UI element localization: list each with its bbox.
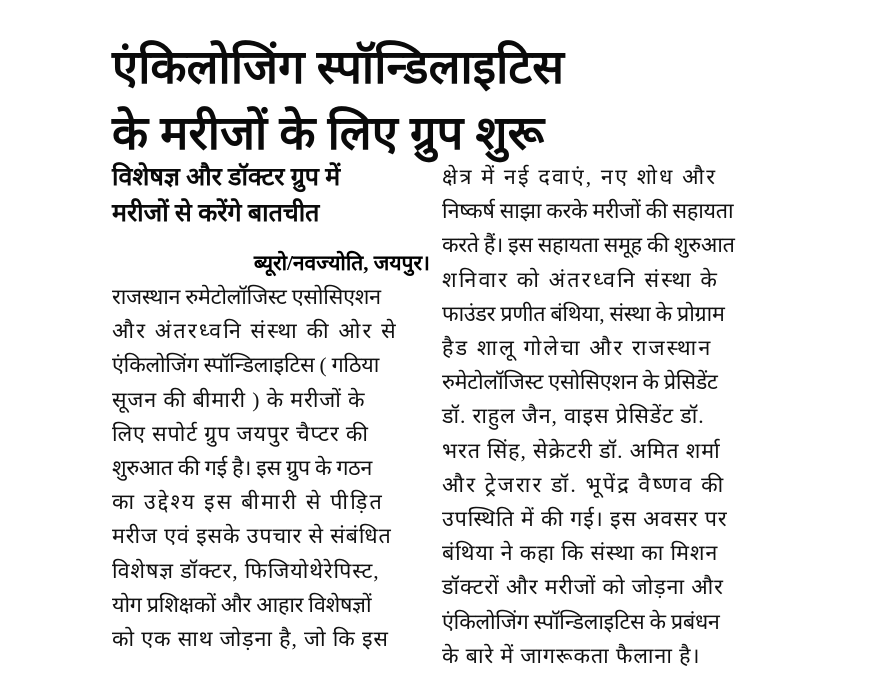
body-line: और अंतरध्वनि संस्था की ओर से xyxy=(112,319,398,344)
body-line: और ट्रेजरार डॉ. भूपेंद्र वैष्णव की xyxy=(442,472,726,497)
body-line: को एक साथ जोड़ना है, जो कि इस xyxy=(112,627,389,652)
body-line: एंकिलोजिंग स्पॉन्डिलाइटिस ( गठिया xyxy=(112,353,380,378)
body-line: मरीज एवं इसके उपचार से संबंधित xyxy=(112,524,392,549)
body-line: का उद्देश्य इस बीमारी से पीड़ित xyxy=(112,490,384,515)
body-line: हैड शालू गोलेचा और राजस्थान xyxy=(442,336,713,361)
body-line: शनिवार को अंतरध्वनि संस्था के xyxy=(442,267,720,292)
headline-line-2: के मरीजों के लिए ग्रुप शुरू xyxy=(112,108,545,161)
body-line: एंकिलोजिंग स्पॉन्डिलाइटिस के प्रबंधन xyxy=(442,609,720,634)
body-line: भरत सिंह, सेक्रेटरी डॉ. अमित शर्मा xyxy=(442,438,721,463)
body-line: उपस्थिति में की गई। इस अवसर पर xyxy=(442,507,728,532)
body-line: रुमेटोलॉजिस्ट एसोसिएशन के प्रेसिडेंट xyxy=(442,370,718,395)
column-right xyxy=(442,160,760,673)
column-left xyxy=(112,160,430,656)
subhead-line-2: मरीजों से करेंगे बातचीत xyxy=(112,200,320,227)
body-line: क्षेत्र में नई दवाएं, नए शोध और xyxy=(442,165,718,189)
body-text-left xyxy=(112,280,430,656)
body-line: राजस्थान रुमेटोलॉजिस्ट एसोसिएशन xyxy=(112,285,381,309)
subhead-line-1: विशेषज्ञ और डॉक्टर ग्रुप में xyxy=(112,164,341,191)
body-line: विशेषज्ञ डॉक्टर, फिजियोथेरेपिस्ट, xyxy=(112,558,380,583)
body-text-right xyxy=(442,160,760,673)
subhead xyxy=(112,160,430,232)
body-line: फाउंडर प्रणीत बंथिया, संस्था के प्रोग्राम xyxy=(442,301,725,326)
body-line: सूजन की बीमारी ) के मरीजों के xyxy=(112,387,366,412)
body-line: डॉक्टरों और मरीजों को जोड़ना और xyxy=(442,575,724,600)
body-line: शुरुआत की गई है। इस ग्रुप के गठन xyxy=(112,456,373,481)
body-line: डॉ. राहुल जैन, वाइस प्रेसिडेंट डॉ. xyxy=(442,404,705,429)
body-line: करते हैं। इस सहायता समूह की शुरुआत xyxy=(442,233,735,258)
body-line: लिए सपोर्ट ग्रुप जयपुर चैप्टर की xyxy=(112,421,369,446)
byline: ब्यूरो/नवज्योति, जयपुर। xyxy=(253,251,430,275)
headline-line-1: एंकिलोजिंग स्पॉन्डिलाइटिस xyxy=(112,42,565,95)
article-columns xyxy=(112,160,772,668)
body-line: योग प्रशिक्षकों और आहार विशेषज्ञों xyxy=(112,592,372,617)
body-line: निष्कर्ष साझा करके मरीजों की सहायता xyxy=(442,199,734,224)
headline xyxy=(112,35,812,167)
body-line: बंथिया ने कहा कि संस्था का मिशन xyxy=(442,541,719,566)
body-line: के बारे में जागरूकता फैलाना है। xyxy=(442,643,701,668)
